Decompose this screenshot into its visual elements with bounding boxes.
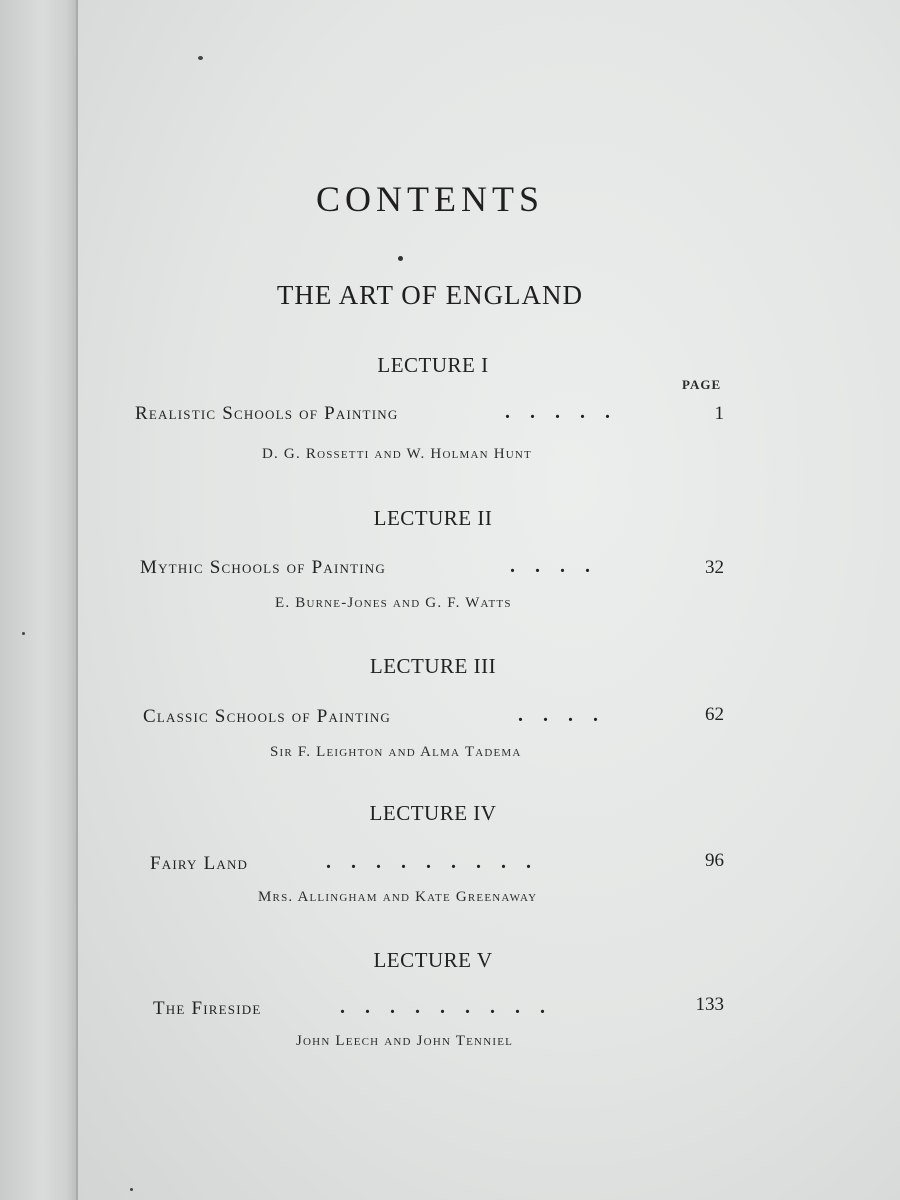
contents-entry-subtitle: D. G. Rossetti and W. Holman Hunt: [262, 446, 532, 462]
contents-heading: CONTENTS: [316, 179, 544, 219]
lecture-heading: LECTURE II: [373, 506, 493, 530]
lecture-heading: LECTURE III: [369, 654, 497, 678]
book-title: THE ART OF ENGLAND: [276, 280, 584, 310]
ornament-dot: [398, 256, 403, 261]
dot-leader: .........: [326, 851, 551, 873]
page-number: 62: [705, 704, 724, 725]
page-number: 1: [714, 403, 724, 424]
lecture-heading: LECTURE IV: [369, 801, 497, 825]
contents-entry-subtitle: E. Burne-Jones and G. F. Watts: [275, 595, 512, 611]
page-column-label: PAGE: [682, 377, 722, 392]
dot-leader: ....: [510, 555, 610, 577]
lecture-heading: LECTURE V: [373, 948, 493, 972]
contents-entry-title: Realistic Schools of Painting: [135, 403, 399, 424]
page-number: 133: [695, 994, 724, 1015]
page-number: 32: [705, 557, 724, 578]
dot-leader: ....: [518, 704, 618, 726]
page-number: 96: [705, 850, 724, 871]
contents-entry-title: The Fireside: [153, 998, 262, 1019]
contents-entry-title: Fairy Land: [150, 853, 249, 874]
contents-entry-subtitle: Sir F. Leighton and Alma Tadema: [270, 744, 522, 760]
paper-speck: [198, 56, 203, 60]
contents-entry-title: Classic Schools of Painting: [143, 706, 392, 727]
paper-speck: [130, 1188, 133, 1191]
contents-entry-subtitle: Mrs. Allingham and Kate Greenaway: [258, 889, 538, 905]
contents-entry-title: Mythic Schools of Painting: [140, 557, 386, 578]
lecture-heading: LECTURE I: [377, 353, 489, 377]
contents-entry-subtitle: John Leech and John Tenniel: [296, 1033, 514, 1049]
paper-speck: [22, 632, 25, 635]
dot-leader: .....: [505, 401, 630, 423]
dot-leader: .........: [340, 996, 565, 1018]
